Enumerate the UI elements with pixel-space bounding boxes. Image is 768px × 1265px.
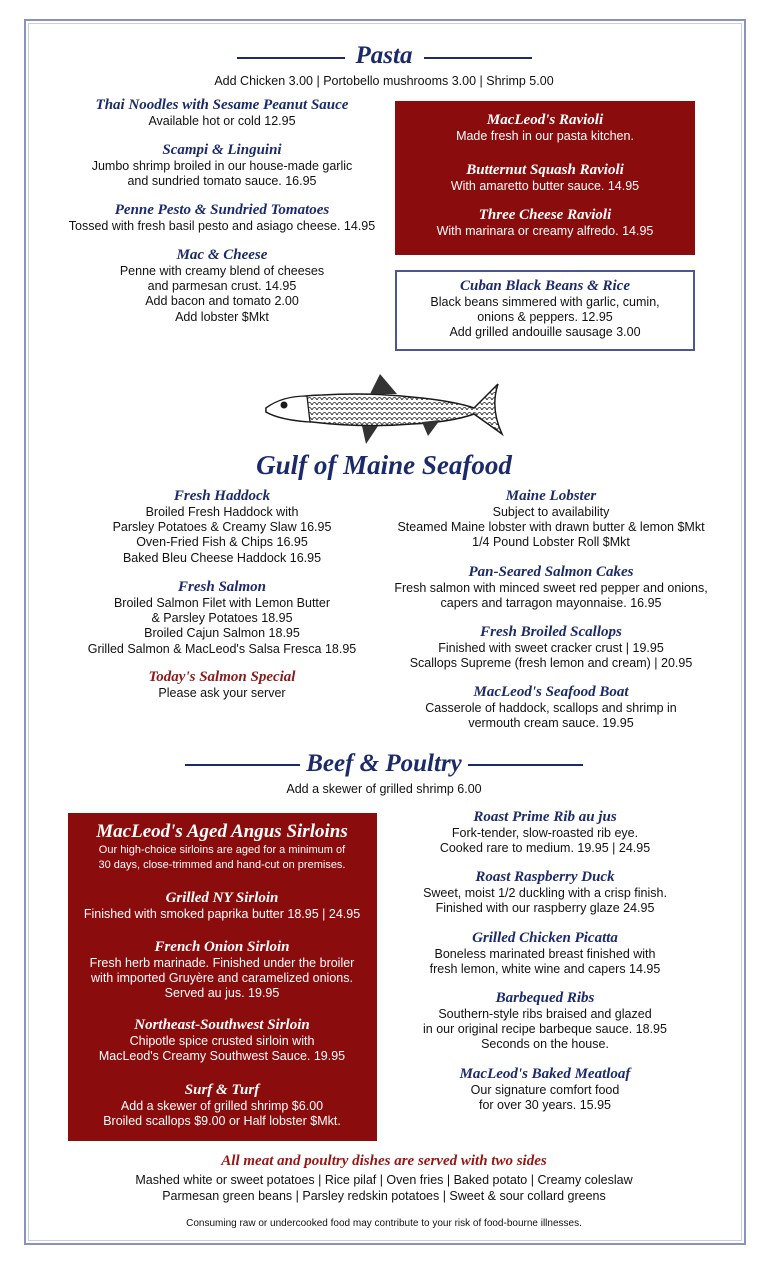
fish-illustration-icon [262,370,506,450]
beef-addon: Add a skewer of grilled shrimp 6.00 [286,782,482,796]
menu-item-description: Scallops Supreme (fresh lemon and cream) | 20.95 [409,656,693,671]
menu-item-name: Fresh Salmon [178,579,266,595]
menu-item [380,809,710,856]
ravioli-box [395,101,695,255]
menu-item-description: Add grilled andouille sausage 3.00 [449,325,641,340]
menu-item-name: MacLeod's Ravioli [486,112,604,128]
menu-item-description: Finished with our raspberry glaze 24.95 [435,901,655,916]
menu-item-description: Add a skewer of grilled shrimp $6.00 [120,1099,324,1113]
menu-item-description: Black beans simmered with garlic, cumin, [430,295,660,309]
menu-item [380,930,710,977]
pasta-title: Pasta [355,42,413,69]
menu-item-description: With marinara or creamy alfredo. 14.95 [436,224,654,238]
menu-item-description: Jumbo shrimp broiled in our house-made garlic [91,159,353,173]
menu-item-name: Fresh Broiled Scallops [480,624,622,640]
menu-item-description: vermouth cream sauce. 19.95 [468,716,634,731]
menu-item-description: Fresh herb marinade. Finished under the broiler [89,956,355,970]
sides-line-1: Mashed white or sweet potatoes | Rice pilaf | Oven fries | Baked potato | Creamy coleslaw [135,1173,633,1187]
menu-item-description: in our original recipe barbeque sauce. 18.95 [423,1022,667,1037]
menu-item-description: Grilled Salmon & MacLeod's Salsa Fresca 18.95 [87,641,357,656]
menu-item-description: Oven-Fried Fish & Chips 16.95 [136,535,308,550]
menu-item-description: and sundried tomato sauce. 16.95 [127,174,317,189]
sides-line-2: Parmesan green beans | Parsley redskin potatoes | Sweet & sour collard greens [162,1189,606,1203]
menu-item-description: Finished with sweet cracker crust | 19.95 [438,641,664,655]
menu-item-description: Casserole of haddock, scallops and shrimp in [425,701,677,715]
menu-item-description: Add bacon and tomato 2.00 [145,294,299,309]
menu-item [57,247,387,325]
sirloins-box [68,813,377,1141]
menu-item-description: Fresh salmon with minced sweet red pepper and onions, [394,581,708,595]
menu-item-description: Fork-tender, slow-roasted rib eye. [451,826,639,840]
menu-item-description: and parmesan crust. 14.95 [147,279,297,294]
menu-item-description: 30 days, close-trimmed and hand-cut on premises. [98,859,346,871]
menu-item [68,821,377,873]
menu-item-description: Baked Bleu Cheese Haddock 16.95 [122,550,322,565]
menu-item-description: Steamed Maine lobster with drawn butter & lemon $Mkt [397,520,705,535]
menu-item-description: Seconds on the house. [481,1037,609,1052]
menu-item [395,207,695,239]
menu-item-description: With amaretto butter sauce. 14.95 [450,179,640,193]
menu-item [371,624,731,671]
menu-item [57,142,387,189]
menu-item [57,202,387,234]
menu-item-description: Broiled scallops $9.00 or Half lobster $Mkt. [103,1114,341,1129]
menu-item-description: fresh lemon, white wine and capers 14.95 [429,962,661,977]
menu-item [380,1066,710,1113]
menu-item [380,990,710,1053]
menu-item-description: capers and tarragon mayonnaise. 16.95 [440,596,662,611]
menu-item-name: Barbequed Ribs [495,990,595,1006]
menu-item-description: onions & peppers. 12.95 [477,310,613,325]
menu-item [68,939,377,1002]
menu-item-description: Made fresh in our pasta kitchen. [456,129,634,143]
menu-item-description: Penne with creamy blend of cheeses [119,264,325,278]
menu-item-name: Grilled Chicken Picatta [472,930,618,946]
seafood-title: Gulf of Maine Seafood [256,450,512,480]
menu-item-description: for over 30 years. 15.95 [478,1098,612,1113]
menu-item [57,97,387,129]
menu-item-description: Sweet, moist 1/2 duckling with a crisp finish. [423,886,667,900]
menu-item-name: MacLeod's Baked Meatloaf [459,1066,631,1082]
menu-item-description: Finished with smoked paprika butter 18.95 | 24.95 [83,907,361,921]
menu-item-name: Pan-Seared Salmon Cakes [468,564,634,580]
menu-item [68,1082,377,1129]
pasta-addons: Add Chicken 3.00 | Portobello mushrooms 3.00 | Shrimp 5.00 [214,74,554,88]
menu-item [68,1017,377,1064]
menu-item [57,488,387,566]
menu-item-name: Northeast-Southwest Sirloin [134,1017,310,1033]
menu-item-name: MacLeod's Seafood Boat [473,684,629,700]
menu-item-description: Subject to availability [492,505,610,519]
menu-item-name: Roast Prime Rib au jus [473,809,617,825]
menu-item-description: Broiled Salmon Filet with Lemon Butter [113,596,331,610]
menu-item-description: Cooked rare to medium. 19.95 | 24.95 [439,841,651,856]
menu-item-description: Broiled Cajun Salmon 18.95 [144,626,300,641]
menu-item-description: Tossed with fresh basil pesto and asiago cheese. 14.95 [68,219,376,233]
menu-item-name: Maine Lobster [505,488,597,504]
menu-item [395,162,695,194]
menu-item-description: Please ask your server [158,686,286,700]
menu-item-description: Parsley Potatoes & Creamy Slaw 16.95 [112,520,332,535]
menu-item [68,890,377,922]
menu-item-name: Fresh Haddock [173,488,271,504]
menu-item-description: MacLeod's Creamy Southwest Sauce. 19.95 [98,1049,346,1064]
menu-item-description: Our signature comfort food [470,1083,620,1097]
menu-item-name: Thai Noodles with Sesame Peanut Sauce [95,97,349,113]
beef-title: Beef & Poultry [306,750,462,777]
footer-disclaimer: Consuming raw or undercooked food may contribute to your risk of food-bourne illnesses. [186,1218,582,1229]
menu-item [371,564,731,611]
menu-item-name: Three Cheese Ravioli [478,207,612,223]
menu-item-name: Roast Raspberry Duck [475,869,615,885]
menu-item-name: Mac & Cheese [176,247,268,263]
menu-item-name: Surf & Turf [184,1082,260,1098]
menu-item-description: & Parsley Potatoes 18.95 [151,611,293,626]
menu-item-name: MacLeod's Aged Angus Sirloins [96,821,348,842]
menu-item-name: Cuban Black Beans & Rice [459,278,631,294]
cuban-box [395,270,695,351]
menu-item-name: Scampi & Linguini [162,142,282,158]
menu-item-description: Our high-choice sirloins are aged for a minimum of [98,844,346,856]
menu-item [397,278,693,341]
menu-item-description: with imported Gruyère and caramelized onions. [91,971,353,986]
menu-item-description: Southern-style ribs braised and glazed [438,1007,652,1021]
menu-item-name: Butternut Squash Ravioli [466,162,624,178]
menu-item-name: Penne Pesto & Sundried Tomatoes [114,202,330,218]
menu-item-description: Add lobster $Mkt [175,309,269,324]
menu-item [371,488,731,551]
menu-item [57,579,387,657]
menu-item-name: Grilled NY Sirloin [165,890,279,906]
sides-title: All meat and poultry dishes are served with two sides [221,1153,547,1169]
menu-item-description: 1/4 Pound Lobster Roll $Mkt [472,535,630,550]
menu-item [371,684,731,731]
menu-item-description: Boneless marinated breast finished with [434,947,656,961]
menu-item [395,112,695,144]
menu-item-name: Today's Salmon Special [148,669,296,685]
menu-item-description: Chipotle spice crusted sirloin with [129,1034,315,1048]
menu-item-description: Broiled Fresh Haddock with [145,505,299,519]
menu-item [380,869,710,916]
menu-item-name: French Onion Sirloin [154,939,290,955]
menu-item-description: Available hot or cold 12.95 [148,114,296,128]
menu-item [57,669,387,701]
menu-item-description: Served au jus. 19.95 [164,986,280,1001]
